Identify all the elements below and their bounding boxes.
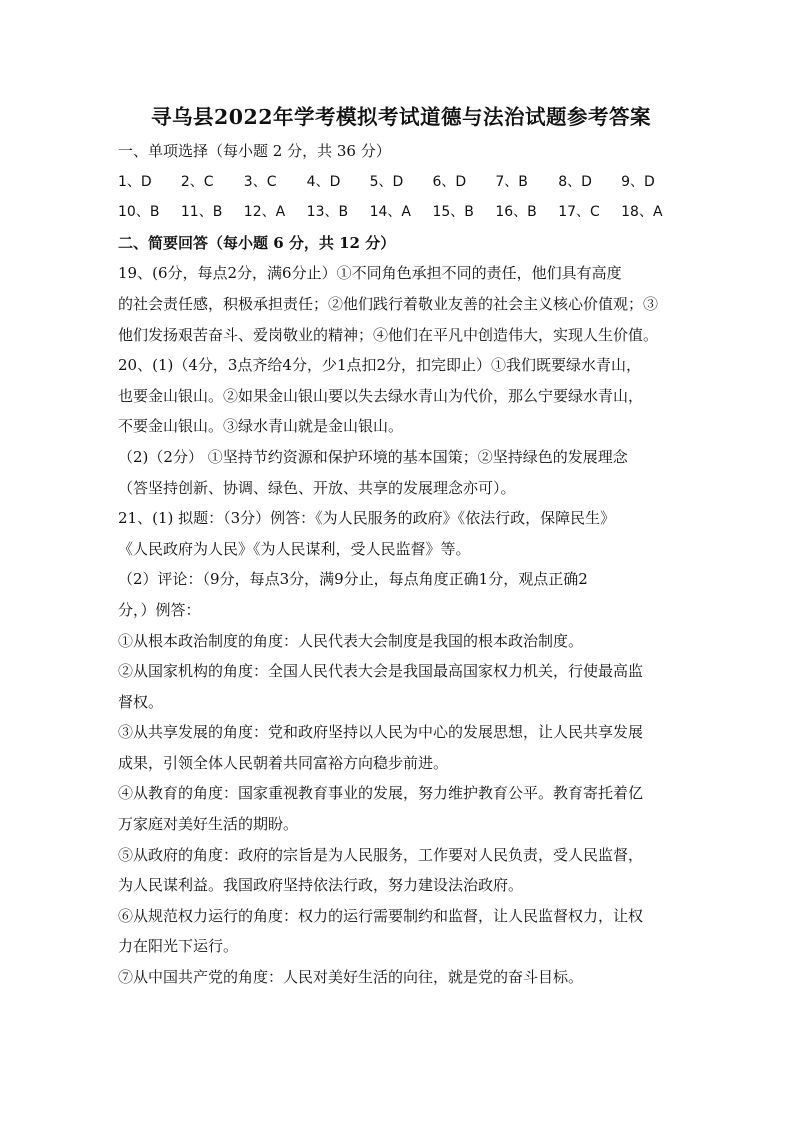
answer-item: 11、B [180,204,223,221]
answer-text-line: ④从教育的角度：国家重视教育事业的发展，努力维护教育公平。教育寄托着亿 [118,784,644,803]
answer-item: 6、D [432,173,467,190]
answer-row-1 [118,167,684,198]
answer-item: 14、A [369,204,411,221]
answer-text-line: 力在阳光下运行。 [118,937,239,956]
answer-text-line: ⑤从政府的角度：政府的宗旨是为人民服务，工作要对人民负责，受人民监督， [118,845,644,864]
answer-row-2 [118,197,684,228]
answer-document [118,98,684,993]
answer-text-line: 为人民谋利益。我国政府坚持依法行政，努力建设法治政府。 [118,876,524,895]
answer-text-line: ②从国家机构的角度：全国人民代表大会是我国最高国家权力机关，行使最高监 [118,662,644,681]
answer-text-line: 19、(6分，每点2分，满6分止）①不同角色承担不同的责任，他们具有高度 [118,264,622,283]
answer-item: 3、C [243,173,277,190]
answer-item: 16、B [495,204,537,221]
answer-item: 2、C [180,173,214,190]
answer-item: 15、B [432,204,474,221]
answer-item: 17、C [558,204,600,221]
answer-item: 10、B [118,204,160,221]
answer-text-line: 的社会责任感，积极承担责任；②他们践行着敬业友善的社会主义核心价值观；③ [118,294,659,313]
answer-item: 1、D [118,173,152,190]
answer-item: 12、A [243,204,286,221]
answer-item: 13、B [306,204,349,221]
answer-item: 5、D [369,173,404,190]
answer-text-line: 21、(1) 拟题：（3分）例答：《为人民服务的政府》《依法行政，保障民生》 [118,509,616,528]
section1-heading: 一、单项选择（每小题 2 分，共 36 分） [118,142,391,160]
answer-text-line: 20、(1)（4分，3点齐给4分，少1点扣2分，扣完即止）①我们既要绿水青山， [118,356,642,375]
answer-text-line: （2)（2分） ①坚持节约资源和保护环境的基本国策；②坚持绿色的发展理念 [118,447,628,466]
answer-text-line: 分，）例答： [118,600,201,619]
answer-text-line: 不要金山银山。③绿水青山就是金山银山。 [118,417,404,436]
answer-text-line: 他们发扬艰苦奋斗、爱岗敬业的精神；④他们在平凡中创造伟大，实现人生价值。 [118,325,659,344]
answer-item: 7、B [495,173,528,190]
answer-text-line: ⑦从中国共产党的角度：人民对美好生活的向往，就是党的奋斗目标。 [118,968,584,987]
document-title: 寻乌县2022年学考模拟考试道德与法治试题参考答案 [150,105,652,129]
answer-text-line: 万家庭对美好生活的期盼。 [118,815,299,834]
answer-text-line: ③从共享发展的角度：党和政府坚持以人民为中心的发展思想，让人民共享发展 [118,723,644,742]
answer-text-line: 《人民政府为人民》《为人民谋利，受人民监督》等。 [118,539,471,558]
answer-text-line: 督权。 [118,692,164,711]
answer-item: 9、D [621,173,655,190]
answer-item: 4、D [306,173,341,190]
answer-text-line: （2）评论：（9分，每点3分，满9分止，每点角度正确1分，观点正确2 [118,570,588,589]
answer-text-line: 成果，引领全体人民朝着共同富裕方向稳步前进。 [118,753,449,772]
answer-item: 18、A [621,204,663,221]
answer-text-line: （答坚持创新、协调、绿色、开放、共享的发展理念亦可）。 [118,478,516,497]
answer-text-line: 也要金山银山。②如果金山银山要以失去绿水青山为代价，那么宁要绿水青山， [118,386,644,405]
answer-text-line: ⑥从规范权力运行的角度：权力的运行需要制约和监督，让人民监督权力，让权 [118,906,644,925]
answer-item: 8、D [558,173,592,190]
answer-text-line: ①从根本政治制度的角度：人民代表大会制度是我国的根本政治制度。 [118,631,584,650]
section2-heading: 二、简要回答（每小题 6 分，共 12 分） [118,233,396,252]
